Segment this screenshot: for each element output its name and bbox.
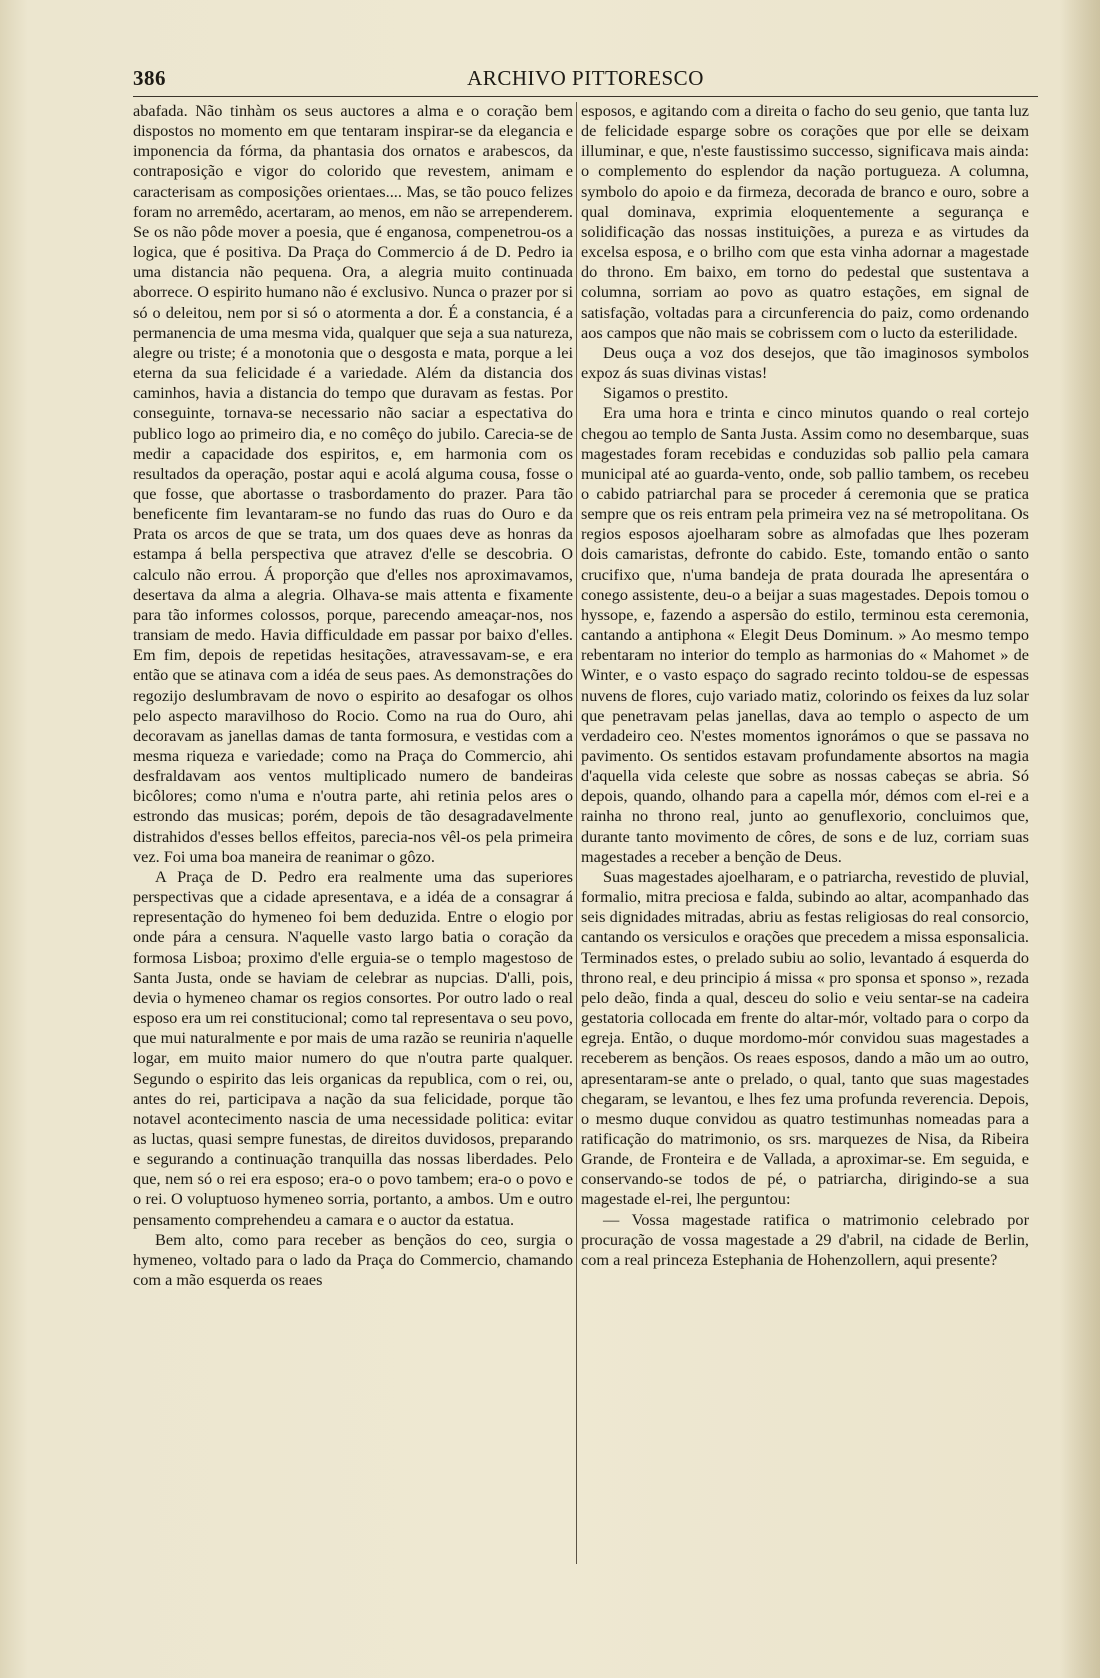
column-divider [576,102,577,1564]
paragraph: A Praça de D. Pedro era realmente uma das superiores perspectivas que a cidade apresentava, e a idéa de a consagrar á representação do hymeneo foi bem deduzida. Entre o elogio por onde pára a censura. N'aquelle vasto largo batia o coração da formosa Lisboa; proximo d'elle erguia-se o templo magestoso de Santa Justa, onde se haviam de celebrar as nupcias. D'alli, pois, devia o hymeneo chamar os regios consortes. Por outro lado o real esposo era um rei constitucional; como tal representava o seu povo, que mui naturalmente e por mais de uma razão se reuniria n'aquelle logar, em muito maior numero do que n'outra parte qualquer. Segundo o espirito das leis organicas da republica, com o rei, ou, antes do rei, participava a nação da sua felicidade, porque tão notavel acontecimento nascia de uma necessidade politica: evitar as luctas, quasi sempre funestas, de direitos duvidosos, preparando e segurando a continuação tranquilla das nossas liberdades. Pelo que, nem só o rei era esposo; era-o o povo tambem; era-o o povo e o rei. O voluptuoso hymeneo sorria, portanto, a ambos. Um e outro pensamento comprehendeu a camara e o auctor da estatua. [133,866,573,1229]
paragraph: Suas magestades ajoelharam, e o patriarcha, revestido de pluvial, formalio, mitra preciosa e falda, subindo ao altar, acompanhado das seis dignidades mitradas, abriu as festas religiosas do real consorcio, cantando os versiculos e orações que precedem a missa esponsalicia. Terminados estes, o prelado subiu ao solio, levantado á esquerda do throno real, e deu principio á missa « pro sponsa et sponso », rezada pelo deão, finda a qual, desceu do solio e veiu sentar-se na cadeira gestatoria collocada em frente do altar-mór, voltado para o corpo da egreja. Então, o duque mordomo-mór convidou suas magestades a receberem as bençãos. Os reaes esposos, dando a mão um ao outro, apresentaram-se ante o prelado, o qual, tanto que suas magestades chegaram, se levantou, e lhes fez uma profunda reverencia. Depois, o mesmo duque convidou as quatro testimunhas nomeadas para a ratificação do matrimonio, os srs. marquezes de Nisa, da Ribeira Grande, de Fronteira e de Vallada, a aproximar-se. Em seguida, e conservando-se todos de pé, o patriarcha, dirigindo-se a sua magestade el-rei, lhe perguntou: [581,866,1029,1209]
paragraph: esposos, e agitando com a direita o facho do seu genio, que tanta luz de felicidade esparge sobre os corações que por elle se deixam illuminar, e que, n'este faustissimo successo, significava mais ainda: o complemento do esplendor da nação portugueza. A columna, symbolo do apoio e da firmeza, decorada de branco e ouro, sobre a qual dominava, exprimia eloquentemente a segurança e solidificação das nossas instituições, a pureza e as virtudes da excelsa esposa, e o brilho com que esta vinha adornar a magestade do throno. Em baixo, em torno do pedestal que sustentava a columna, sorriam ao povo as quatro estações, em signal de satisfação, voltadas para a circunferencia do paiz, como ordenando aos campos que não mais se cobrissem com o lucto da esterilidade. [581,101,1029,342]
paragraph: Bem alto, como para receber as bençãos do ceo, surgia o hymeneo, voltado para o lado da Praça do Commercio, chamando com a mão esquerda os reaes [133,1229,573,1290]
left-column [133,101,573,1571]
page-edge-shadow [1060,0,1100,1678]
right-column [581,101,1029,1571]
page-header [133,62,1038,92]
paragraph: — Vossa magestade ratifica o matrimonio celebrado por procuração de vossa magestade a 29 d'abril, na cidade de Berlin, com a real princeza Estephania de Hohenzollern, aqui presente? [581,1209,1029,1269]
paragraph: Sigamos o prestito. [603,383,729,403]
page-number: 386 [133,66,166,90]
paragraph: abafada. Não tinhàm os seus auctores a alma e o coração bem dispostos no momento em que tentaram inspirar-se da elegancia e imponencia da fórma, da phantasia dos ornatos e arabescos, da contraposição e vigor do colorido que revestem, animam e caracterisam as composições orientaes.... Mas, se tão pouco felizes foram no arremêdo, acertaram, ao menos, em não se arrependerem. Se os não pôde mover a poesia, que é enganosa, compenetrou-os a logica, que é positiva. Da Praça do Commercio á de D. Pedro ia uma distancia não pequena. Ora, a alegria muito continuada aborrece. O espirito humano não é exclusivo. Nunca o prazer por si só o deleitou, nem por si só o atormenta a dor. É a constancia, é a permanencia de uma mesma vida, qualquer que seja a sua natureza, alegre ou triste; é a monotonia que o desgosta e mata, porque a lei eterna da sua felicidade é a variedade. Além da distancia dos caminhos, havia a distancia do tempo que duravam as festas. Por conseguinte, tornava-se necessario não saciar a espectativa do publico logo ao primeiro dia, e no comêço do jubilo. Carecia-se de medir a capacidade dos espiritos, e, em harmonia com os resultados da operação, postar aqui e acolá alguma cousa, fosse o que fosse, que abortasse o trasbordamento do prazer. Para tão beneficente fim levantaram-se no fundo das ruas do Ouro e da Prata os arcos de que se trata, um dos quaes deve as honras da estampa á bella perspectiva que atravez d'elle se descobria. O calculo não errou. Á proporção que d'elles nos aproximavamos, desertava da alma a alegria. Olhava-se mais attenta e fixamente para tão informes colossos, porque, parecendo ameaçar-nos, nos transiam de medo. Havia difficuldade em passar por baixo d'elles. Em fim, depois de repetidas hesitações, atravessavam-se, e era então que se atinava com a idéa de seus paes. As demonstrações do regozijo deslumbravam de novo o espirito ao desafogar os olhos pelo aspecto maravilhoso do Rocio. Como na rua do Ouro, ahi decoravam as janellas damas de tanta formosura, e vestidas com a mesma riqueza e variedade; como na Praça do Commercio, ahi desfraldavam aos ventos multiplicado numero de bandeiras bicôlores; como n'uma e n'outra parte, ahi retinia pelos ares o estrondo das musicas; porém, depois de tão desagradavelmente distrahidos d'esses bellos effeitos, parecia-nos vêl-os pela primeira vez. Foi uma boa maneira de reanimar o gôzo. [133,101,573,866]
header-rule [133,96,1038,97]
paragraph: Deus ouça a voz dos desejos, que tão imaginosos symbolos expoz ás suas divinas vistas! [581,342,1029,383]
paragraph: Era uma hora e trinta e cinco minutos quando o real cortejo chegou ao templo de Santa Justa. Assim como no desembarque, suas magestades foram recebidas e conduzidas sob pallio pela camara municipal até ao guarda-vento, onde, sob pallio tambem, os recebeu o cabido patriarchal para se proceder á ceremonia que se pratica sempre que os reis entram pela primeira vez na sé metropolitana. Os regios esposos ajoelharam sobre as almofadas que lhes pozeram dois camaristas, defronte do cabido. Este, tomando então o santo crucifixo que, n'uma bandeja de prata dourada lhe apresentára o conego assistente, deu-o a beijar a suas magestades. Depois tomou o hyssope, e, fazendo a aspersão do estilo, terminou esta ceremonia, cantando a antiphona « Elegit Deus Dominum. » Ao mesmo tempo rebentaram no interior do templo as harmonias do « Mahomet » de Winter, e o vasto espaço do sagrado recinto toldou-se de espessas nuvens de flores, cujo variado matiz, colorindo os feixes da luz solar que penetravam pelas janellas, dava ao templo o aspecto de um verdadeiro ceo. N'estes momentos ignorámos o que se passava no pavimento. Os sentidos estavam profundamente absortos na magia d'aquella vida celeste que sobre as nossas cabeças se abria. Só depois, quando, olhando para a capella mór, démos com el-rei e a rainha no throno real, junto ao genuflexorio, concluimos que, durante tanto movimento de côres, de sons e de luz, corriam suas magestades a receber a benção de Deus. [581,403,1029,866]
running-title: ARCHIVO PITTORESCO [467,66,704,90]
